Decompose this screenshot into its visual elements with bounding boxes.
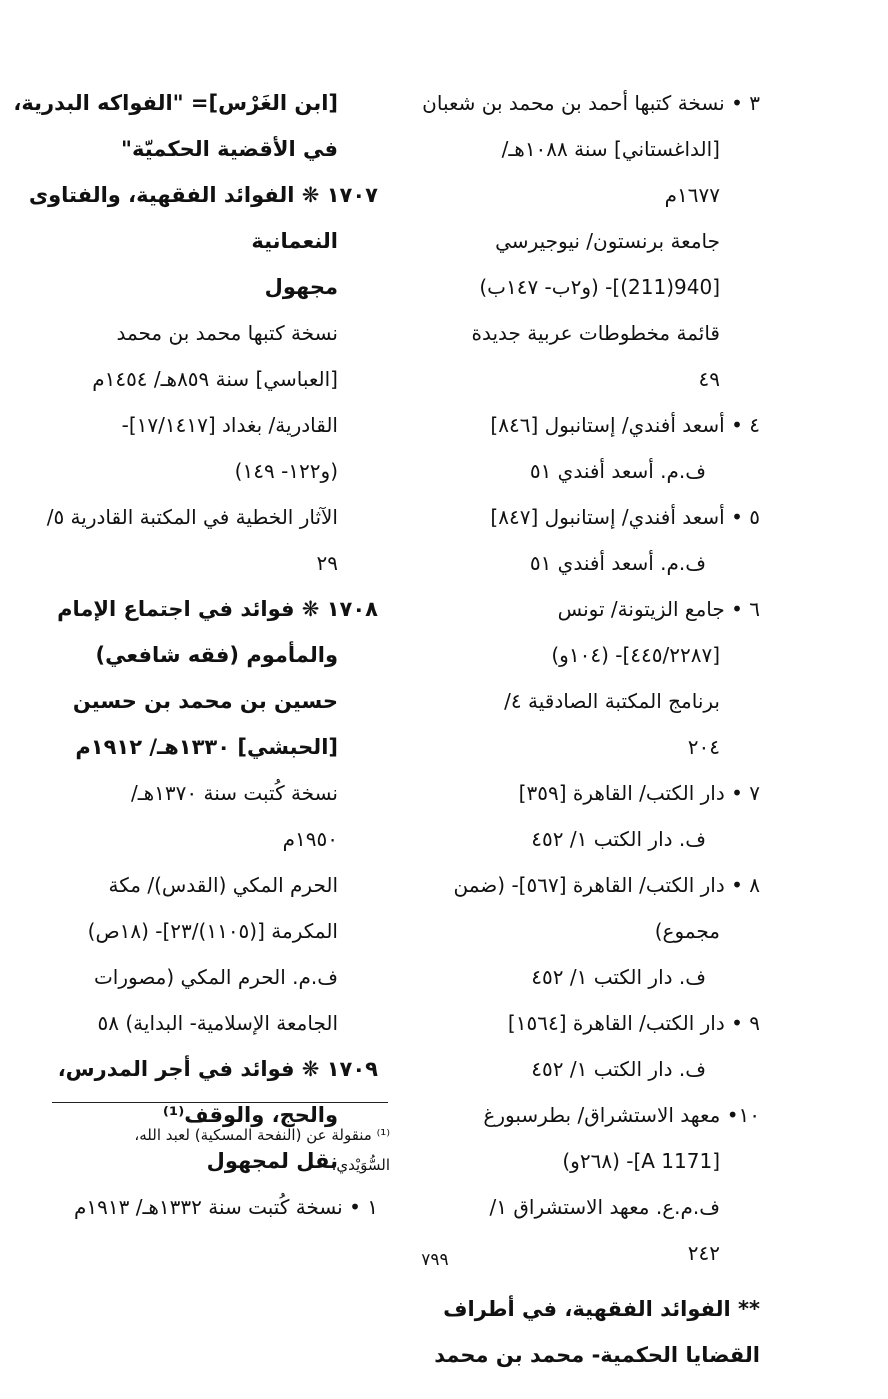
- left-column-line: نسخة كتبها محمد بن محمد: [116, 321, 338, 345]
- right-column-line: ف. دار الكتب ١/ ٤٥٢: [531, 965, 706, 989]
- left-column-line: والحج، والوقف⁽¹⁾: [162, 1103, 338, 1127]
- left-column-line: مجهول: [264, 275, 338, 299]
- left-column-line: (و١٢٢- ١٤٩): [234, 459, 338, 483]
- right-column-line: ٢٤٢: [687, 1241, 720, 1265]
- right-column-line: [الداغستاني] سنة ١٠٨٨هـ/: [501, 137, 720, 161]
- left-column-line: القادرية/ بغداد [١٧/١٤١٧]-: [121, 413, 338, 437]
- right-column-line: ٧ • دار الكتب/ القاهرة [٣٥٩]: [518, 781, 760, 805]
- left-column-line: الحرم المكي (القدس)/ مكة: [108, 873, 338, 897]
- right-column-line: [٤٤٥/٢٢٨٧]- (١٠٤و): [551, 643, 720, 667]
- right-column-line: ف.م.ع. معهد الاستشراق ١/: [489, 1195, 720, 1219]
- right-column-line: مجموع): [654, 919, 720, 943]
- left-column-line: المكرمة [(١١٠٥)/٢٣]- (١٨ص): [87, 919, 338, 943]
- right-column-line: ٣ • نسخة كتبها أحمد بن محمد بن شعبان: [422, 91, 760, 115]
- right-column-line: ٩ • دار الكتب/ القاهرة [١٥٦٤]: [507, 1011, 760, 1035]
- left-column-line: ١٧٠٨ ❋ فوائد في اجتماع الإمام: [57, 597, 378, 621]
- left-column-line: ١٩٥٠م: [282, 827, 338, 851]
- left-column-line: ١ • نسخة كُتبت سنة ١٣٣٢هـ/ ١٩١٣م: [74, 1195, 378, 1219]
- page-number: ٧٩٩: [421, 1250, 449, 1270]
- right-column-line: ١٦٧٧م: [664, 183, 720, 207]
- right-column-line: ف. دار الكتب ١/ ٤٥٢: [531, 1057, 706, 1081]
- right-column-line: ف.م. أسعد أفندي ٥١: [529, 459, 706, 483]
- footnote: [44, 1120, 390, 1180]
- right-column-line: [420, 1276, 760, 1286]
- left-column-line: حسين بن محمد بن حسين: [72, 689, 338, 713]
- right-column-line: القضايا الحكمية- محمد بن محمد: [434, 1343, 760, 1367]
- left-column-line: ١٧٠٩ ❋ فوائد في أجر المدرس،: [57, 1057, 378, 1081]
- left-column-line: ٢٩: [316, 551, 338, 575]
- left-column-line: نقل لمجهول: [206, 1149, 338, 1173]
- left-column-line: النعمانية: [251, 229, 338, 253]
- right-column-line: ٤ • أسعد أفندي/ إستانبول [٨٤٦]: [490, 413, 760, 437]
- right-column-line: ف. دار الكتب ١/ ٤٥٢: [531, 827, 706, 851]
- left-column-line: [الحبشي] ١٣٣٠هـ/ ١٩١٢م: [75, 735, 338, 759]
- right-column-line: ٥ • أسعد أفندي/ إستانبول [٨٤٧]: [490, 505, 760, 529]
- right-column-line: [940(211)]- (و٢ب- ١٤٧ب): [479, 275, 720, 299]
- left-column: [13, 80, 378, 1230]
- left-column-line: الآثار الخطية في المكتبة القادرية ٥/: [46, 505, 338, 529]
- footnote-line: السُّوَيْدي.: [331, 1156, 390, 1174]
- footnote-line: ⁽¹⁾ منقولة عن (النفحة المسكية) لعبد الله،: [134, 1126, 390, 1144]
- right-column-line: ف.م. أسعد أفندي ٥١: [529, 551, 706, 575]
- right-column-line: قائمة مخطوطات عربية جديدة: [471, 321, 720, 345]
- right-column-line: ٨ • دار الكتب/ القاهرة [٥٦٧]- (ضمن: [453, 873, 760, 897]
- left-column-line: في الأقضية الحكميّة": [121, 137, 338, 161]
- right-column-line: ٤٩: [698, 367, 720, 391]
- footnote-divider: [52, 1102, 388, 1103]
- left-column-line: نسخة كُتبت سنة ١٣٧٠هـ/: [131, 781, 338, 805]
- right-column-line: ٢٠٤: [687, 735, 720, 759]
- right-column-line: جامعة برنستون/ نيوجيرسي: [495, 229, 720, 253]
- right-column-line: ٦ • جامع الزيتونة/ تونس: [557, 597, 760, 621]
- left-column-line: ف.م. الحرم المكي (مصورات: [93, 965, 338, 989]
- left-column-line: الجامعة الإسلامية- البداية) ٥٨: [97, 1011, 338, 1035]
- right-column: [420, 80, 760, 1378]
- left-column-line: ١٧٠٧ ❋ الفوائد الفقهية، والفتاوى: [28, 183, 378, 207]
- left-column-line: والمأموم (فقه شافعي): [95, 643, 338, 667]
- right-column-line: ١٠• معهد الاستشراق/ بطرسبورغ: [483, 1103, 760, 1127]
- right-column-line: [A 1171]- (٢٦٨و): [562, 1149, 720, 1173]
- right-column-line: برنامج المكتبة الصادقية ٤/: [504, 689, 720, 713]
- right-column-line: ** الفوائد الفقهية، في أطراف: [443, 1297, 760, 1321]
- left-column-line: [ابن الغَرْس]= "الفواكه البدرية،: [13, 91, 338, 115]
- left-column-line: [العباسي] سنة ٨٥٩هـ/ ١٤٥٤م: [92, 367, 338, 391]
